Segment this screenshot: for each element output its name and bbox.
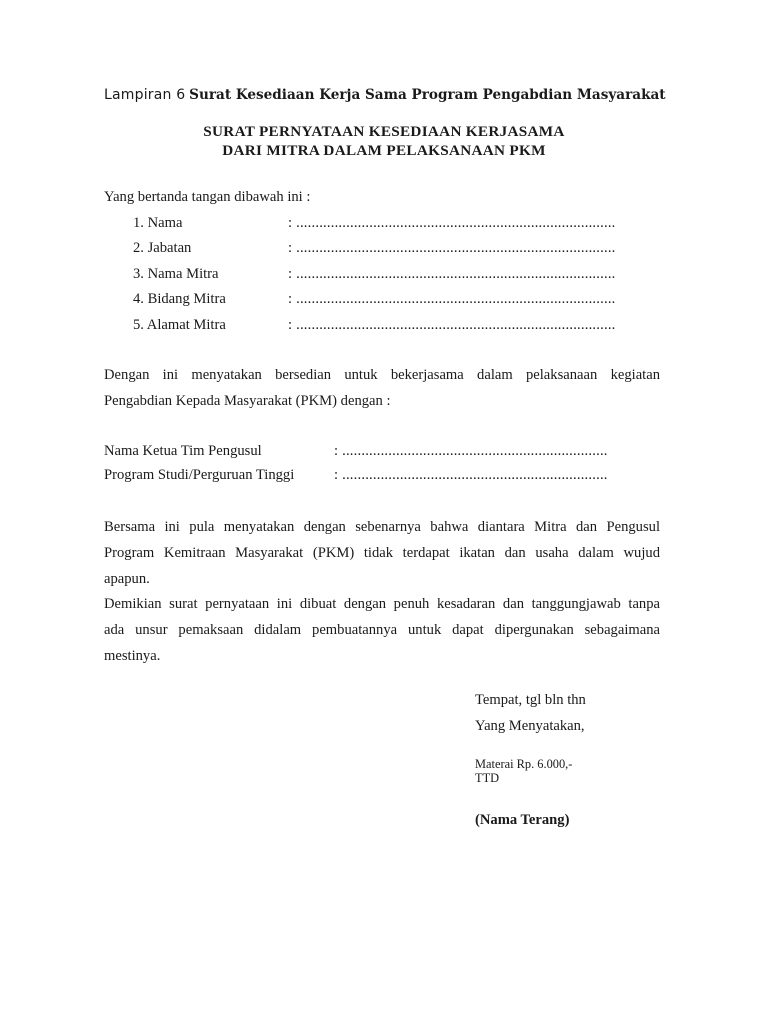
field-label-nama-mitra: 3. Nama Mitra (133, 266, 219, 282)
field-label-bidang-mitra: 4. Bidang Mitra (133, 291, 226, 307)
paragraph1-line-1: Bersama ini pula menyatakan dengan sebenarnya bahwa diantara Mitra dan Pengusul (104, 519, 660, 535)
signature-declarant: Yang Menyatakan, (475, 718, 585, 734)
attachment-title: Surat Kesediaan Kerja Sama Program Pengabdian Masyarakat (189, 87, 666, 103)
field-label-alamat-mitra: 5. Alamat Mitra (133, 317, 226, 333)
attachment-prefix: Lampiran 6 (104, 87, 186, 103)
paragraph2-line-3: mestinya. (104, 648, 161, 664)
field-value-jabatan: : ................................................................................... (288, 240, 616, 256)
field-value-bidang-mitra: : ................................................................................... (288, 291, 616, 307)
paragraph1-line-2: Program Kemitraan Masyarakat (PKM) tidak terdapat ikatan dan usaha dalam wujud (104, 545, 660, 561)
attachment-header (104, 86, 666, 104)
document-title-line-2: DARI MITRA DALAM PELAKSANAAN PKM (222, 142, 546, 159)
paragraph2-line-2: ada unsur pemaksaan didalam pembuatannya untuk dapat dipergunakan sebagaimana (104, 622, 660, 638)
statement-paragraph (104, 362, 660, 414)
stamp-duty-note: Materai Rp. 6.000,- (475, 757, 573, 771)
field-value-program-studi: : ..................................................................... (334, 467, 608, 483)
field-value-alamat-mitra: : ................................................................................... (288, 317, 616, 333)
intro-text: Yang bertanda tangan dibawah ini : (104, 189, 311, 205)
field-label-program-studi: Program Studi/Perguruan Tinggi (104, 467, 295, 483)
field-label-jabatan: 2. Jabatan (133, 240, 192, 256)
signature-place-date: Tempat, tgl bln thn (475, 692, 586, 708)
field-value-nama-mitra: : ................................................................................... (288, 266, 616, 282)
signature-name: (Nama Terang) (475, 812, 570, 828)
paragraph1-line-3: apapun. (104, 571, 150, 587)
field-value-nama: : ................................................................................... (288, 215, 616, 231)
field-value-ketua-tim: : ..................................................................... (334, 443, 608, 459)
signature-placeholder: TTD (475, 771, 500, 785)
document-title-line-1: SURAT PERNYATAAN KESEDIAAN KERJASAMA (203, 123, 565, 140)
paragraph2-line-1: Demikian surat pernyataan ini dibuat dengan penuh kesadaran dan tanggungjawab tanpa (104, 596, 660, 612)
field-label-ketua-tim: Nama Ketua Tim Pengusul (104, 443, 262, 459)
statement-line-1: Dengan ini menyatakan bersedian untuk bekerjasama dalam pelaksanaan kegiatan (104, 367, 660, 383)
declaration-paragraph-1 (104, 514, 660, 592)
declaration-paragraph-2 (104, 591, 660, 669)
statement-line-2: Pengabdian Kepada Masyarakat (PKM) dengan : (104, 393, 391, 409)
field-label-nama: 1. Nama (133, 215, 183, 231)
